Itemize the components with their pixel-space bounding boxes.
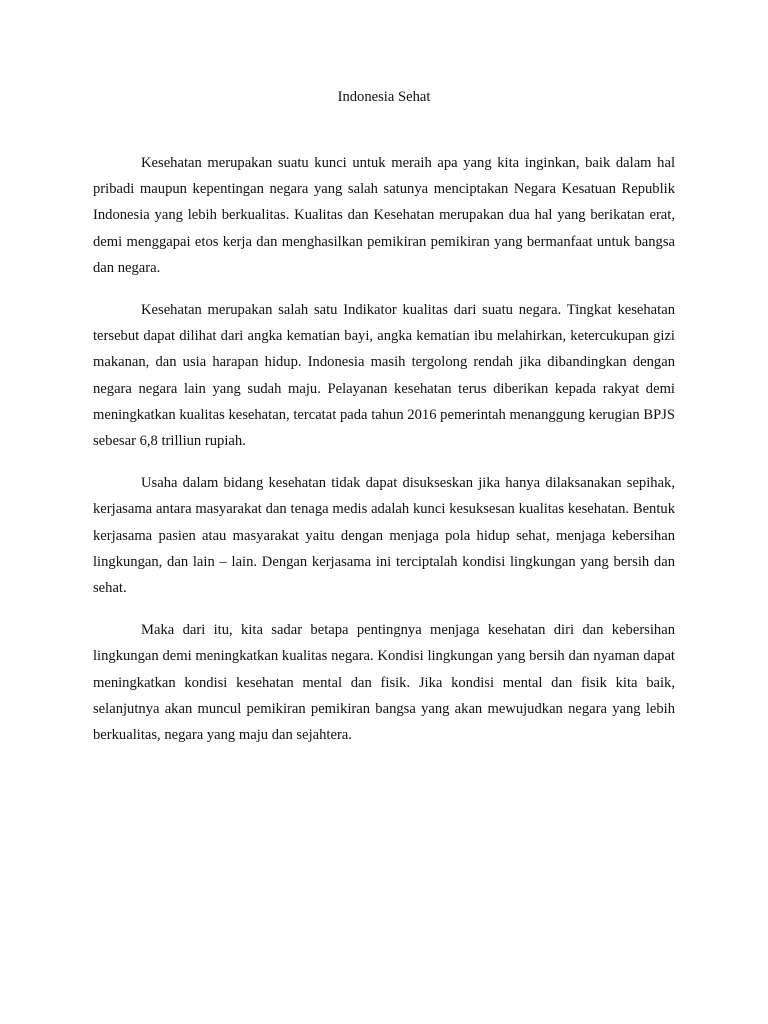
paragraph-1: Kesehatan merupakan suatu kunci untuk meraih apa yang kita inginkan, baik dalam hal pribadi maupun kepentingan negara yang salah satunya menciptakan Negara Kesatuan Republik Indonesia yang lebih berkualitas. Kualitas dan Kesehatan merupakan dua hal yang berikatan erat, demi menggapai etos kerja dan menghasilkan pemikiran pemikiran yang bermanfaat untuk bangsa dan negara. xyxy=(93,155,675,276)
paragraph-2: Kesehatan merupakan salah satu Indikator kualitas dari suatu negara. Tingkat kesehatan tersebut dapat dilihat dari angka kematian bayi, angka kematian ibu melahirkan, ketercukupan gizi makanan, dan usia harapan hidup. Indonesia masih tergolong rendah jika dibandingkan dengan negara negara lain yang sudah maju. Pelayanan kesehatan terus diberikan kepada rakyat demi meningkatkan kualitas kesehatan, tercatat pada tahun 2016 pemerintah menanggung kerugian BPJS sebesar 6,8 trilliun rupiah. xyxy=(93,302,675,450)
paragraph-3: Usaha dalam bidang kesehatan tidak dapat disukseskan jika hanya dilaksanakan sepihak, kerjasama antara masyarakat dan tenaga medis adalah kunci kesuksesan kualitas kesehatan. Bentuk kerjasama pasien atau masyarakat yaitu dengan menjaga pola hidup sehat, menjaga kebersihan lingkungan, dan lain – lain. Dengan kerjasama ini terciptalah kondisi lingkungan yang bersih dan sehat. xyxy=(93,475,675,597)
document-body xyxy=(93,150,675,764)
document-title: Indonesia Sehat xyxy=(337,89,431,105)
paragraph-4: Maka dari itu, kita sadar betapa pentingnya menjaga kesehatan diri dan kebersihan lingkungan demi meningkatkan kualitas negara. Kondisi lingkungan yang bersih dan nyaman dapat meningkatkan kondisi kesehatan mental dan fisik. Jika kondisi mental dan fisik kita baik, selanjutnya akan muncul pemikiran pemikiran bangsa yang akan mewujudkan negara yang lebih berkualitas, negara yang maju dan sejahtera. xyxy=(93,622,675,744)
